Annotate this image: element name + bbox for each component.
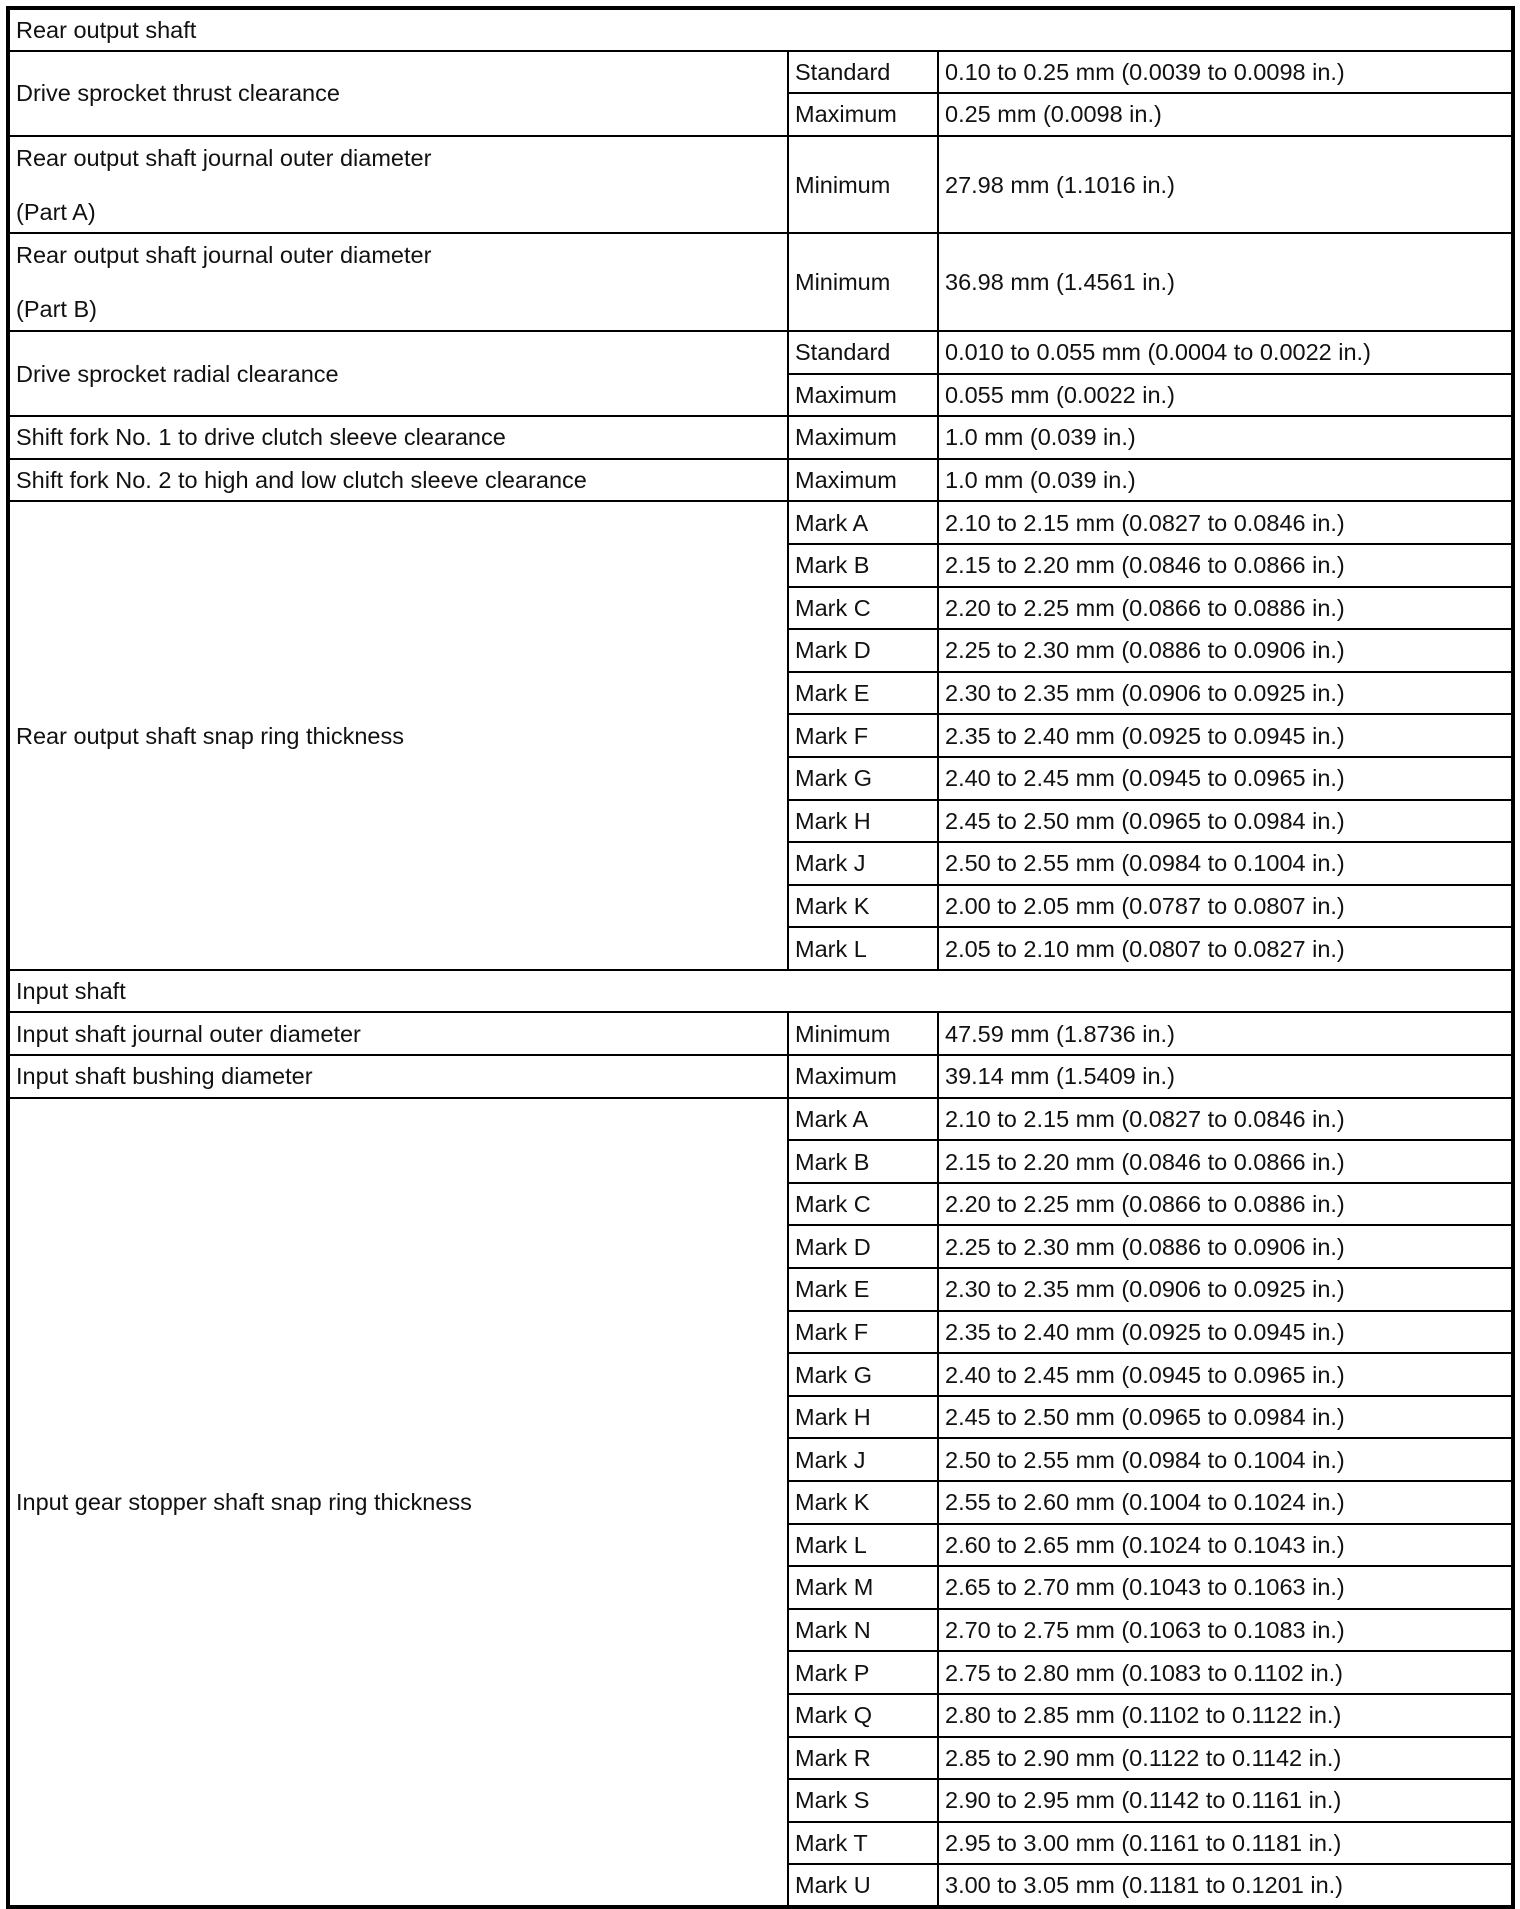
spec-item-name [8,136,788,234]
spec-label: Minimum [788,233,938,331]
spec-item-line: (Part B) [16,296,97,323]
spec-item-name: Input shaft journal outer diameter [8,1012,788,1055]
spec-item-name [8,233,788,331]
spec-label: Mark B [788,1140,938,1183]
spec-value: 2.45 to 2.50 mm (0.0965 to 0.0984 in.) [938,800,1513,843]
table-row [8,1098,1513,1141]
spec-label: Mark Q [788,1694,938,1737]
spec-item-line: (Part A) [16,198,96,225]
spec-item-line: Rear output shaft journal outer diameter [16,144,432,171]
spec-value: 2.50 to 2.55 mm (0.0984 to 0.1004 in.) [938,842,1513,885]
spec-label: Mark R [788,1737,938,1780]
spec-label: Mark E [788,672,938,715]
spec-table [6,6,1515,1909]
spec-label: Standard [788,51,938,94]
spec-item-name: Shift fork No. 2 to high and low clutch sleeve clearance [8,459,788,502]
spec-label: Maximum [788,459,938,502]
spec-label: Mark H [788,800,938,843]
spec-value: 2.15 to 2.20 mm (0.0846 to 0.0866 in.) [938,544,1513,587]
spec-item-name: Input gear stopper shaft snap ring thickness [8,1098,788,1907]
table-row [8,233,1513,331]
spec-item-line: Rear output shaft journal outer diameter [16,242,432,269]
section-header-row [8,970,1513,1013]
spec-value: 1.0 mm (0.039 in.) [938,416,1513,459]
spec-label: Mark G [788,1353,938,1396]
table-row [8,416,1513,459]
spec-value: 2.95 to 3.00 mm (0.1161 to 0.1181 in.) [938,1822,1513,1865]
spec-label: Mark G [788,757,938,800]
spec-label: Mark A [788,501,938,544]
spec-value: 2.20 to 2.25 mm (0.0866 to 0.0886 in.) [938,587,1513,630]
spec-label: Mark L [788,1524,938,1567]
spec-value: 2.55 to 2.60 mm (0.1004 to 0.1024 in.) [938,1481,1513,1524]
spec-label: Mark F [788,714,938,757]
spec-value: 2.40 to 2.45 mm (0.0945 to 0.0965 in.) [938,1353,1513,1396]
spec-item-name: Shift fork No. 1 to drive clutch sleeve clearance [8,416,788,459]
spec-value: 2.85 to 2.90 mm (0.1122 to 0.1142 in.) [938,1737,1513,1780]
spec-label: Mark D [788,629,938,672]
spec-value: 1.0 mm (0.039 in.) [938,459,1513,502]
spec-label: Mark E [788,1268,938,1311]
spec-label: Mark B [788,544,938,587]
spec-value: 36.98 mm (1.4561 in.) [938,233,1513,331]
spec-value: 2.75 to 2.80 mm (0.1083 to 0.1102 in.) [938,1651,1513,1694]
spec-value: 2.25 to 2.30 mm (0.0886 to 0.0906 in.) [938,1225,1513,1268]
section-title: Input shaft [8,970,1513,1013]
spec-value: 2.90 to 2.95 mm (0.1142 to 0.1161 in.) [938,1779,1513,1822]
spec-value: 2.15 to 2.20 mm (0.0846 to 0.0866 in.) [938,1140,1513,1183]
spec-value: 2.10 to 2.15 mm (0.0827 to 0.0846 in.) [938,501,1513,544]
spec-label: Maximum [788,374,938,417]
spec-value: 0.25 mm (0.0098 in.) [938,93,1513,136]
spec-value: 2.40 to 2.45 mm (0.0945 to 0.0965 in.) [938,757,1513,800]
spec-label: Mark S [788,1779,938,1822]
spec-value: 47.59 mm (1.8736 in.) [938,1012,1513,1055]
spec-value: 2.50 to 2.55 mm (0.0984 to 0.1004 in.) [938,1438,1513,1481]
spec-label: Mark D [788,1225,938,1268]
spec-value: 2.10 to 2.15 mm (0.0827 to 0.0846 in.) [938,1098,1513,1141]
spec-label: Mark H [788,1396,938,1439]
spec-label: Mark U [788,1864,938,1907]
spec-value: 3.00 to 3.05 mm (0.1181 to 0.1201 in.) [938,1864,1513,1907]
table-row [8,501,1513,544]
spec-label: Minimum [788,136,938,234]
spec-label: Mark K [788,1481,938,1524]
spec-item-name: Rear output shaft snap ring thickness [8,501,788,970]
spec-label: Mark N [788,1609,938,1652]
spec-value: 2.35 to 2.40 mm (0.0925 to 0.0945 in.) [938,714,1513,757]
spec-label: Standard [788,331,938,374]
spec-value: 2.80 to 2.85 mm (0.1102 to 0.1122 in.) [938,1694,1513,1737]
spec-table-body [8,8,1513,1907]
spec-item-name: Drive sprocket thrust clearance [8,51,788,136]
spec-value: 2.70 to 2.75 mm (0.1063 to 0.1083 in.) [938,1609,1513,1652]
spec-value: 2.05 to 2.10 mm (0.0807 to 0.0827 in.) [938,927,1513,970]
spec-label: Mark M [788,1566,938,1609]
spec-value: 2.45 to 2.50 mm (0.0965 to 0.0984 in.) [938,1396,1513,1439]
spec-value: 0.10 to 0.25 mm (0.0039 to 0.0098 in.) [938,51,1513,94]
table-row [8,51,1513,94]
spec-value: 2.00 to 2.05 mm (0.0787 to 0.0807 in.) [938,885,1513,928]
table-row [8,1055,1513,1098]
section-title: Rear output shaft [8,8,1513,51]
spec-value: 2.20 to 2.25 mm (0.0866 to 0.0886 in.) [938,1183,1513,1226]
spec-label: Mark K [788,885,938,928]
spec-label: Mark T [788,1822,938,1865]
spec-label: Mark L [788,927,938,970]
spec-label: Maximum [788,416,938,459]
spec-label: Mark J [788,842,938,885]
spec-label: Mark P [788,1651,938,1694]
spec-value: 2.35 to 2.40 mm (0.0925 to 0.0945 in.) [938,1311,1513,1354]
spec-value: 2.30 to 2.35 mm (0.0906 to 0.0925 in.) [938,1268,1513,1311]
spec-value: 2.25 to 2.30 mm (0.0886 to 0.0906 in.) [938,629,1513,672]
spec-value: 39.14 mm (1.5409 in.) [938,1055,1513,1098]
spec-label: Maximum [788,1055,938,1098]
table-row [8,331,1513,374]
spec-label: Mark C [788,587,938,630]
spec-item-name: Input shaft bushing diameter [8,1055,788,1098]
spec-label: Mark J [788,1438,938,1481]
spec-label: Mark F [788,1311,938,1354]
spec-value: 27.98 mm (1.1016 in.) [938,136,1513,234]
spec-label: Mark A [788,1098,938,1141]
spec-item-name: Drive sprocket radial clearance [8,331,788,416]
spec-value: 2.60 to 2.65 mm (0.1024 to 0.1043 in.) [938,1524,1513,1567]
spec-label: Maximum [788,93,938,136]
spec-label: Minimum [788,1012,938,1055]
table-row [8,459,1513,502]
spec-value: 0.010 to 0.055 mm (0.0004 to 0.0022 in.) [938,331,1513,374]
spec-value: 2.65 to 2.70 mm (0.1043 to 0.1063 in.) [938,1566,1513,1609]
table-row [8,1012,1513,1055]
spec-label: Mark C [788,1183,938,1226]
spec-value: 2.30 to 2.35 mm (0.0906 to 0.0925 in.) [938,672,1513,715]
section-header-row [8,8,1513,51]
table-row [8,136,1513,234]
spec-value: 0.055 mm (0.0022 in.) [938,374,1513,417]
